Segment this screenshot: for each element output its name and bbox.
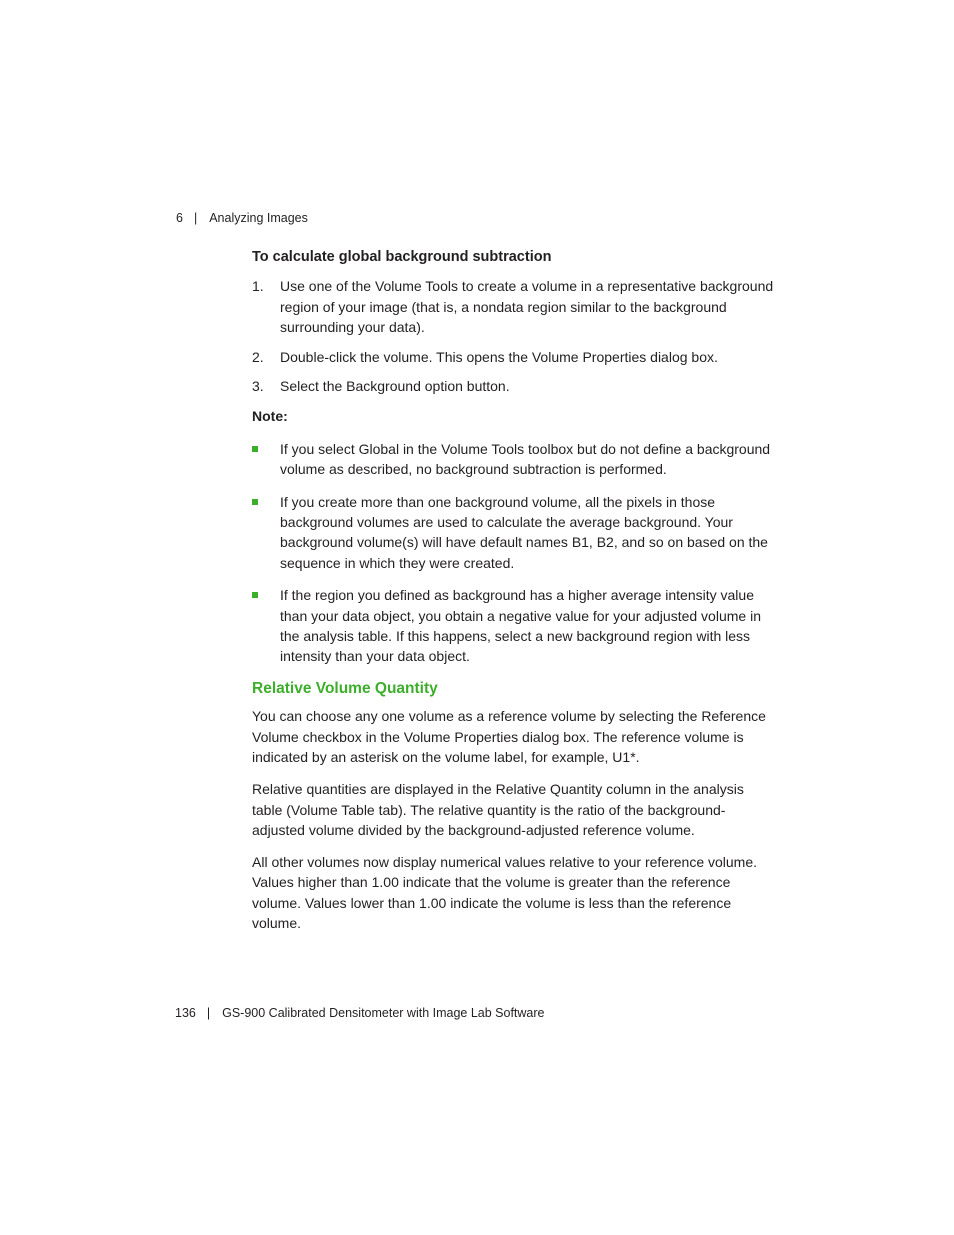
- section-paragraph: All other volumes now display numerical values relative to your reference volume. Values higher than 1.00 indicate that the volume is greater than the reference volume. Values lower than 1.00 indicate the volume is less than the reference volume.: [252, 854, 758, 932]
- page-number: 136: [175, 1006, 196, 1020]
- procedure-title: To calculate global background subtraction: [252, 249, 552, 265]
- section-paragraph: You can choose any one volume as a reference volume by selecting the Reference Volume checkbox in the Volume Properties dialog box. The reference volume is indicated by an asterisk on the volume label, for example, U1*.: [252, 708, 766, 765]
- step-number: 3.: [252, 378, 264, 395]
- procedure-steps: [252, 276, 777, 396]
- bullet-text: If the region you defined as background has a higher average intensity value than your data object, you obtain a negative value for your adjusted volume in the analysis table. If this happens, select a new background region with less intensity than your data object.: [280, 587, 761, 665]
- header-separator: |: [193, 211, 198, 225]
- chapter-number: 6: [176, 211, 183, 225]
- page-content: [252, 247, 777, 945]
- procedure-step: [252, 347, 777, 367]
- step-text: Double-click the volume. This opens the Volume Properties dialog box.: [280, 348, 718, 365]
- procedure-step: [252, 376, 777, 396]
- step-number: 2.: [252, 348, 264, 365]
- step-text: Use one of the Volume Tools to create a volume in a representative background region of your image (that is, a nondata region similar to the background surrounding your data).: [280, 278, 774, 335]
- bullet-square-icon: [252, 499, 258, 505]
- note-bullet: [252, 492, 777, 573]
- procedure-step: [252, 276, 777, 337]
- note-bullets: [252, 439, 777, 667]
- bullet-square-icon: [252, 446, 258, 452]
- note-label: Note:: [252, 408, 288, 425]
- note-bullet: [252, 585, 777, 666]
- book-title: GS-900 Calibrated Densitometer with Image Lab Software: [222, 1006, 545, 1020]
- running-footer: [175, 1006, 545, 1020]
- running-header: [176, 211, 308, 225]
- bullet-text: If you create more than one background volume, all the pixels in those background volumes are used to calculate the average background. Your background volume(s) will have default names B1, B2, and so on based on the sequence in which they were created.: [280, 493, 768, 571]
- step-number: 1.: [252, 278, 264, 295]
- section-paragraph: Relative quantities are displayed in the Relative Quantity column in the analysis table (Volume Table tab). The relative quantity is the ratio of the background-adjusted volume divided by the background-adjusted reference volume.: [252, 781, 744, 838]
- note-bullet: [252, 439, 777, 480]
- bullet-square-icon: [252, 592, 258, 598]
- step-text: Select the Background option button.: [280, 378, 510, 395]
- bullet-text: If you select Global in the Volume Tools toolbox but do not define a background volume as described, no background subtraction is performed.: [280, 440, 771, 477]
- footer-separator: |: [206, 1006, 211, 1020]
- section-heading: Relative Volume Quantity: [252, 680, 438, 698]
- chapter-title: Analyzing Images: [209, 211, 308, 225]
